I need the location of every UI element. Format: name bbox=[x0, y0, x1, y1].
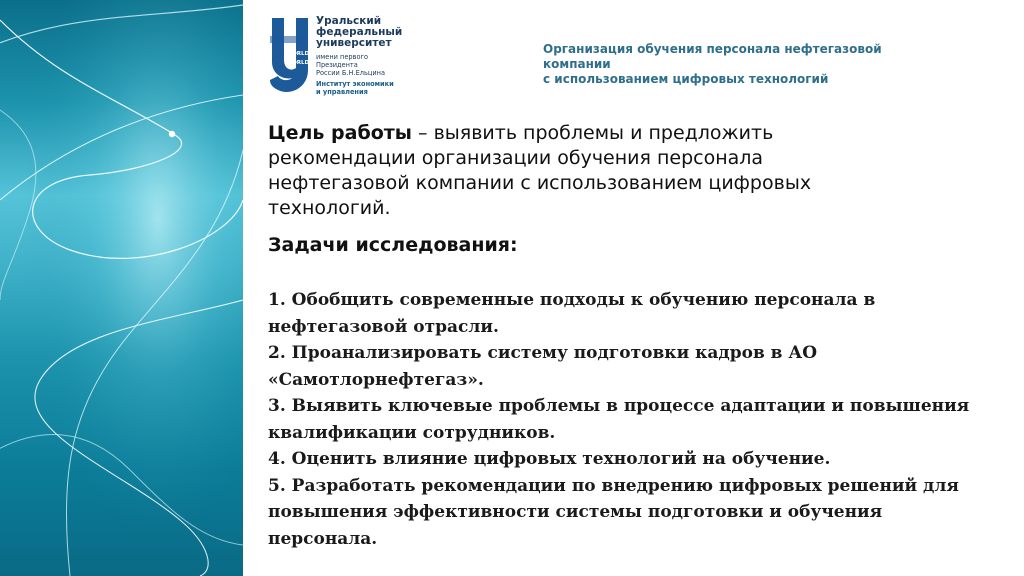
tasks-list bbox=[268, 287, 988, 552]
logo-institute bbox=[316, 80, 408, 96]
goal-text: – выявить проблемы и предложить рекомендации организации обучения персонала нефтегазовой компании с использованием цифровых технологий. bbox=[268, 122, 812, 219]
goal-label: Цель работы bbox=[268, 122, 412, 144]
task-item: 3. Выявить ключевые проблемы в процессе адаптации и повышения квалификации сотрудников. bbox=[268, 396, 970, 443]
logo-institute-line-2: и управления bbox=[316, 88, 368, 96]
university-logo bbox=[268, 16, 404, 98]
tasks-heading: Задачи исследования: bbox=[268, 234, 518, 256]
logo-subtitle-line-1: имени первого Президента bbox=[316, 53, 368, 69]
logo-name-line-1: Уральский bbox=[316, 15, 382, 27]
goal-paragraph bbox=[268, 121, 868, 221]
slide-header-title bbox=[543, 42, 903, 87]
decorative-side-panel bbox=[0, 0, 243, 576]
logo-mark-text-2: WORLD bbox=[286, 60, 310, 66]
task-item: 2. Проанализировать систему подготовки кадров в АО «Самотлорнефтегаз». bbox=[268, 343, 818, 390]
task-item: 5. Разработать рекомендации по внедрению цифровых решений для повышения эффективности системы подготовки и обучения персонала. bbox=[268, 475, 959, 549]
task-item: 1. Обобщить современные подходы к обучению персонала в нефтегазовой отрасли. bbox=[268, 290, 876, 337]
header-title-line-1: Организация обучения персонала нефтегазовой bbox=[543, 42, 882, 56]
logo-mark-text-1: WORLD bbox=[286, 51, 310, 57]
logo-subtitle bbox=[316, 53, 408, 77]
abstract-swirl-graphic bbox=[0, 0, 243, 576]
orbit-dot bbox=[169, 131, 175, 137]
logo-institute-line-1: Институт экономики bbox=[316, 80, 394, 88]
task-item: 4. Оценить влияние цифровых технологий на обучение. bbox=[268, 449, 831, 469]
urfu-logo-mark-icon bbox=[268, 16, 312, 98]
header-title-line-2: компании bbox=[543, 57, 611, 71]
header-title-line-3: с использованием цифровых технологий bbox=[543, 72, 829, 86]
logo-name-line-3: университет bbox=[316, 37, 392, 49]
logo-subtitle-line-2: России Б.Н.Ельцина bbox=[316, 69, 385, 77]
logo-name-line-2: федеральный bbox=[316, 26, 403, 38]
logo-text-block bbox=[316, 16, 408, 96]
